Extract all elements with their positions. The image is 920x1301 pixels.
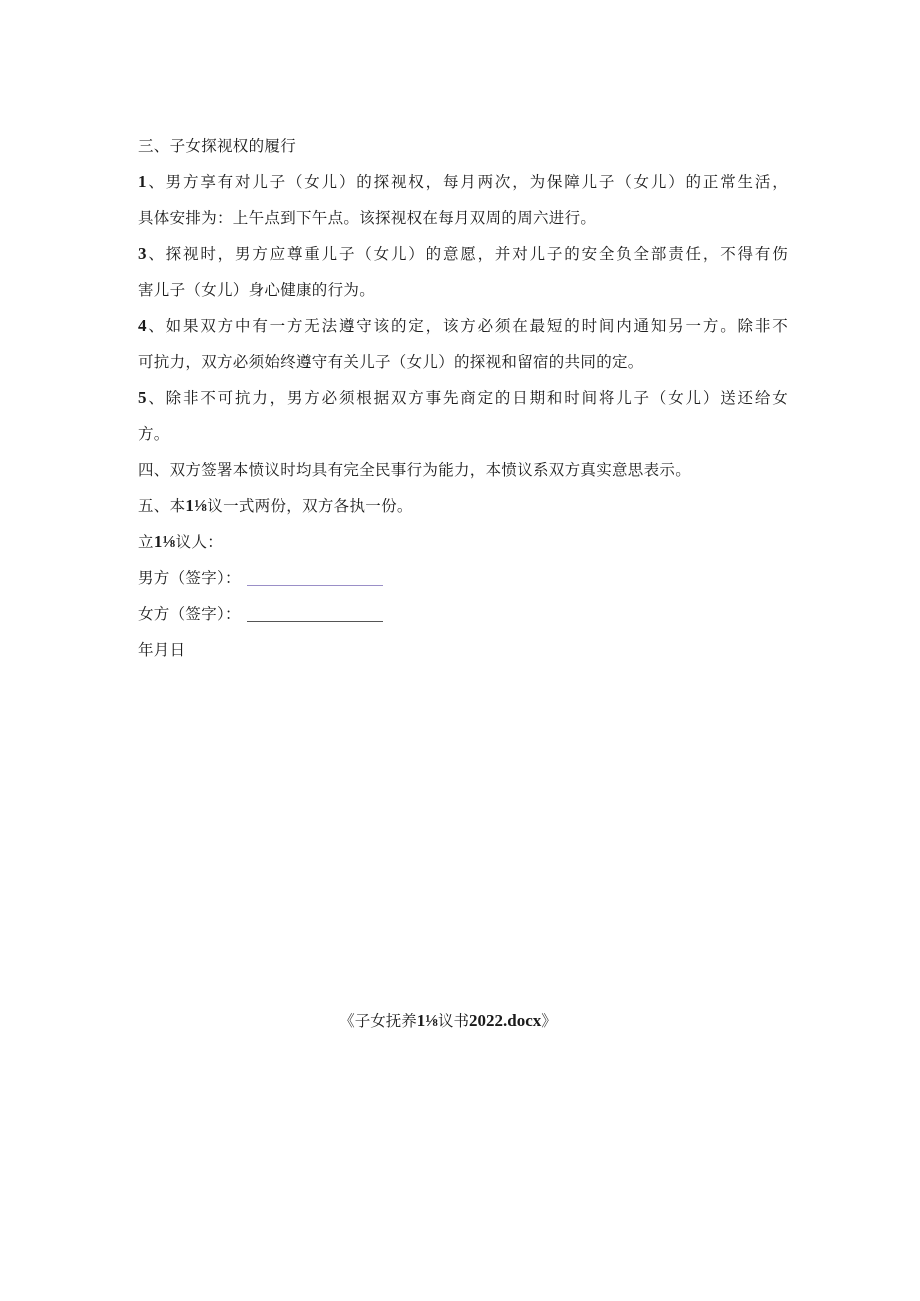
footer-title (339, 1006, 557, 1036)
item-1-line-2: 具体安排为：上午点到下午点。该探视权在每月双周的周六进行。 (138, 209, 597, 227)
signers-suffix: 议人： (175, 533, 224, 551)
male-signature-line[interactable] (247, 584, 383, 586)
male-signature-label: 男方（签字）： (138, 569, 241, 587)
item-3-text: 、探视时，男方应尊重儿子（女儿）的意愿，并对儿子的安全负全部责任，不得有伤 (146, 245, 788, 263)
item-4-line-1 (138, 308, 788, 344)
heading-5-code: 1⅛ (185, 496, 208, 515)
footer-close: 》 (541, 1012, 557, 1030)
section-heading-4: 四、双方签署本愤议时均具有完全民事行为能力，本愤议系双方真实意思表示。 (138, 461, 692, 479)
signers-prefix: 立 (138, 533, 154, 551)
item-4-text: 、如果双方中有一方无法遵守该的定，该方必须在最短的时间内通知另一方。除非不 (146, 317, 788, 335)
item-1-number: 1 (138, 172, 147, 191)
item-4-line-2: 可抗力，双方必须始终遵守有关儿子（女儿）的探视和留宿的共同的定。 (138, 353, 644, 371)
section-heading-5 (138, 488, 788, 524)
item-5-number: 5 (138, 388, 147, 407)
female-signature-label: 女方（签字）： (138, 605, 241, 623)
footer-suffix: 议书 (437, 1012, 469, 1030)
item-5-text: 、除非不可抗力，男方必须根据双方事先商定的日期和时间将儿子（女儿）送还给女 (146, 389, 788, 407)
document-body (138, 128, 788, 668)
male-signature-row (138, 560, 788, 596)
female-signature-line[interactable] (247, 620, 383, 622)
item-4-number: 4 (138, 316, 147, 335)
date-label: 年月日 (138, 641, 186, 659)
section-heading-3: 三、子女探视权的履行 (138, 137, 297, 155)
female-signature-row (138, 596, 788, 632)
footer-prefix: 《子女抚养 (339, 1012, 417, 1030)
item-3-number: 3 (138, 244, 147, 263)
item-3-line-2: 害儿子（女儿）身心健康的行为。 (138, 281, 376, 299)
item-5-line-2: 方。 (138, 425, 170, 443)
document-footer (0, 1006, 920, 1036)
signers-code: 1⅛ (153, 532, 176, 551)
signers-label (138, 524, 788, 560)
item-1-line-1 (138, 164, 788, 200)
item-5-line-1 (138, 380, 788, 416)
item-1-text: 、男方享有对儿子（女儿）的探视权，每月两次，为保障儿子（女儿）的正常生活， (146, 173, 788, 191)
footer-code: 1⅛ (416, 1011, 438, 1030)
footer-filename: 2022.docx (469, 1011, 542, 1030)
item-3-line-1 (138, 236, 788, 272)
heading-5-prefix: 五、本 (138, 497, 186, 515)
heading-5-suffix: 议一式两份，双方各执一份。 (207, 497, 413, 515)
